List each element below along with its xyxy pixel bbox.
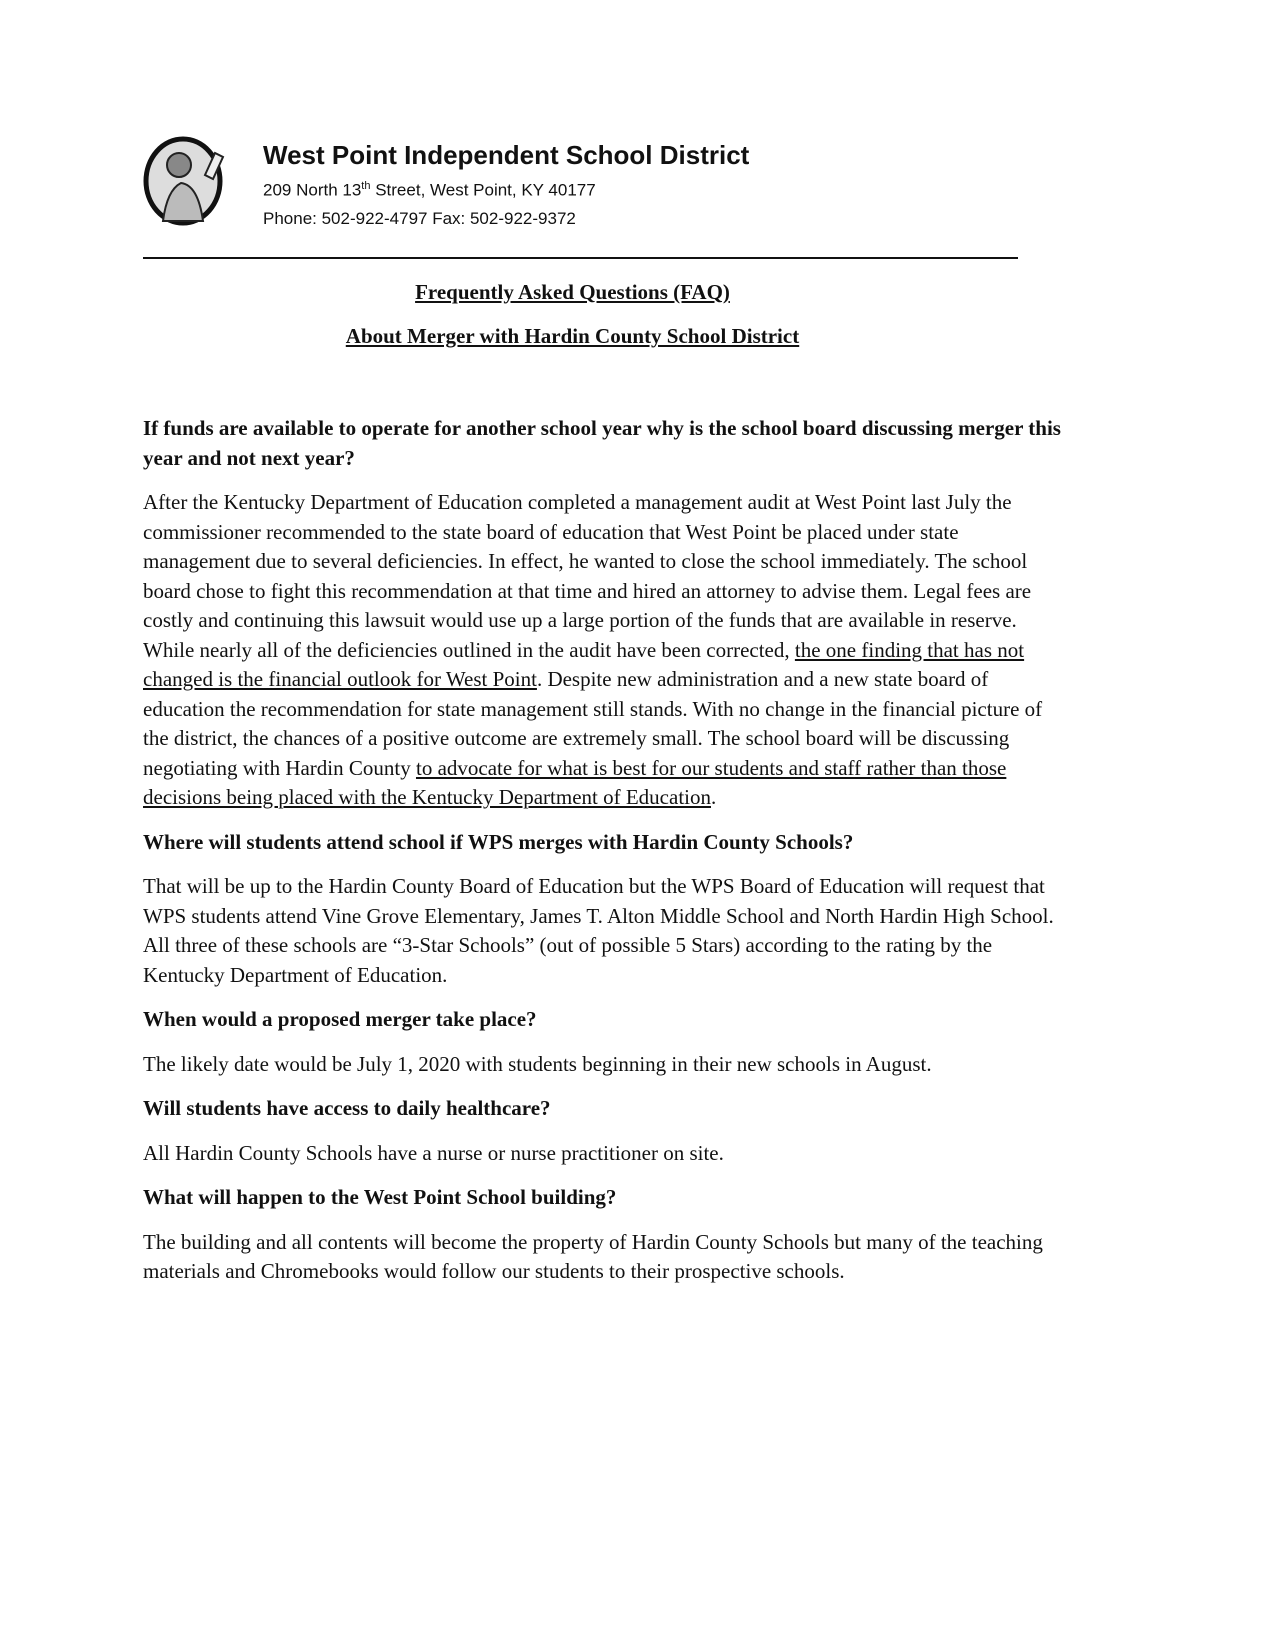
faq-list [143, 414, 1068, 1302]
phone-fax: Phone: 502-922-4797 Fax: 502-922-9372 [263, 208, 576, 228]
faq-answer: That will be up to the Hardin County Board of Education but the WPS Board of Education will request that WPS students attend Vine Grove Elementary, James T. Alton Middle School and North Hardin High School. All three of these schools are “3-Star Schools” (out of possible 5 Stars) according to the rating by the Kentucky Department of Education. [143, 874, 1054, 987]
answer-underlined: the one finding that has not changed is the financial outlook for West Point [143, 637, 1025, 691]
answer-underlined: to advocate for what is best for our students and staff rather than those decisions being placed with the Kentucky Department of Education [143, 755, 1007, 809]
title-wrap [0, 280, 1205, 305]
address [263, 172, 749, 205]
faq-question: Where will students attend school if WPS merges with Hardin County Schools? [143, 829, 854, 854]
faq-question: If funds are available to operate for another school year why is the school board discussing merger this year and not next year? [143, 416, 1061, 470]
answer-text: . Despite new administration and a new state board of education the recommendation for state management still stands. With no change in the financial picture of the district, the chances of a positive outcome are extremely small. The school board will be discussing negotiating with Hardin County [143, 667, 1043, 780]
letterhead [263, 138, 749, 233]
header-divider [143, 257, 1018, 259]
subtitle-wrap [0, 324, 1205, 349]
faq-answer: The likely date would be July 1, 2020 with students beginning in their new schools in August. [143, 1051, 932, 1076]
faq-answer: The building and all contents will become the property of Hardin County Schools but many of the teaching materials and Chromebooks would follow our students to their prospective schools. [143, 1229, 1043, 1283]
address-suffix: th [361, 180, 371, 192]
address-street-number: 209 North 13 [263, 180, 362, 200]
school-mascot-logo-icon [143, 135, 229, 227]
answer-text: . [711, 785, 717, 809]
faq-answer [143, 488, 1068, 813]
org-name: West Point Independent School District [263, 140, 750, 170]
faq-question: When would a proposed merger take place? [143, 1007, 537, 1031]
address-rest: Street, West Point, KY 40177 [370, 180, 596, 200]
answer-text: After the Kentucky Department of Education completed a management audit at West Point last July the commissioner recommended to the state board of education that West Point be placed under state management due to several deficiencies. In effect, he wanted to close the school immediately. The school board chose to fight this recommendation at that time and hired an attorney to advise them. Legal fees are costly and continuing this lawsuit would use up a large portion of the funds that are available in reserve. While nearly all of the deficiencies outlined in the audit have been corrected, [143, 490, 1032, 662]
faq-answer: All Hardin County Schools have a nurse or nurse practitioner on site. [143, 1140, 724, 1165]
document-title: Frequently Asked Questions (FAQ) [415, 280, 730, 304]
faq-question: What will happen to the West Point School building? [143, 1185, 617, 1209]
faq-question: Will students have access to daily healthcare? [143, 1096, 551, 1120]
document-subtitle: About Merger with Hardin County School District [345, 324, 800, 348]
